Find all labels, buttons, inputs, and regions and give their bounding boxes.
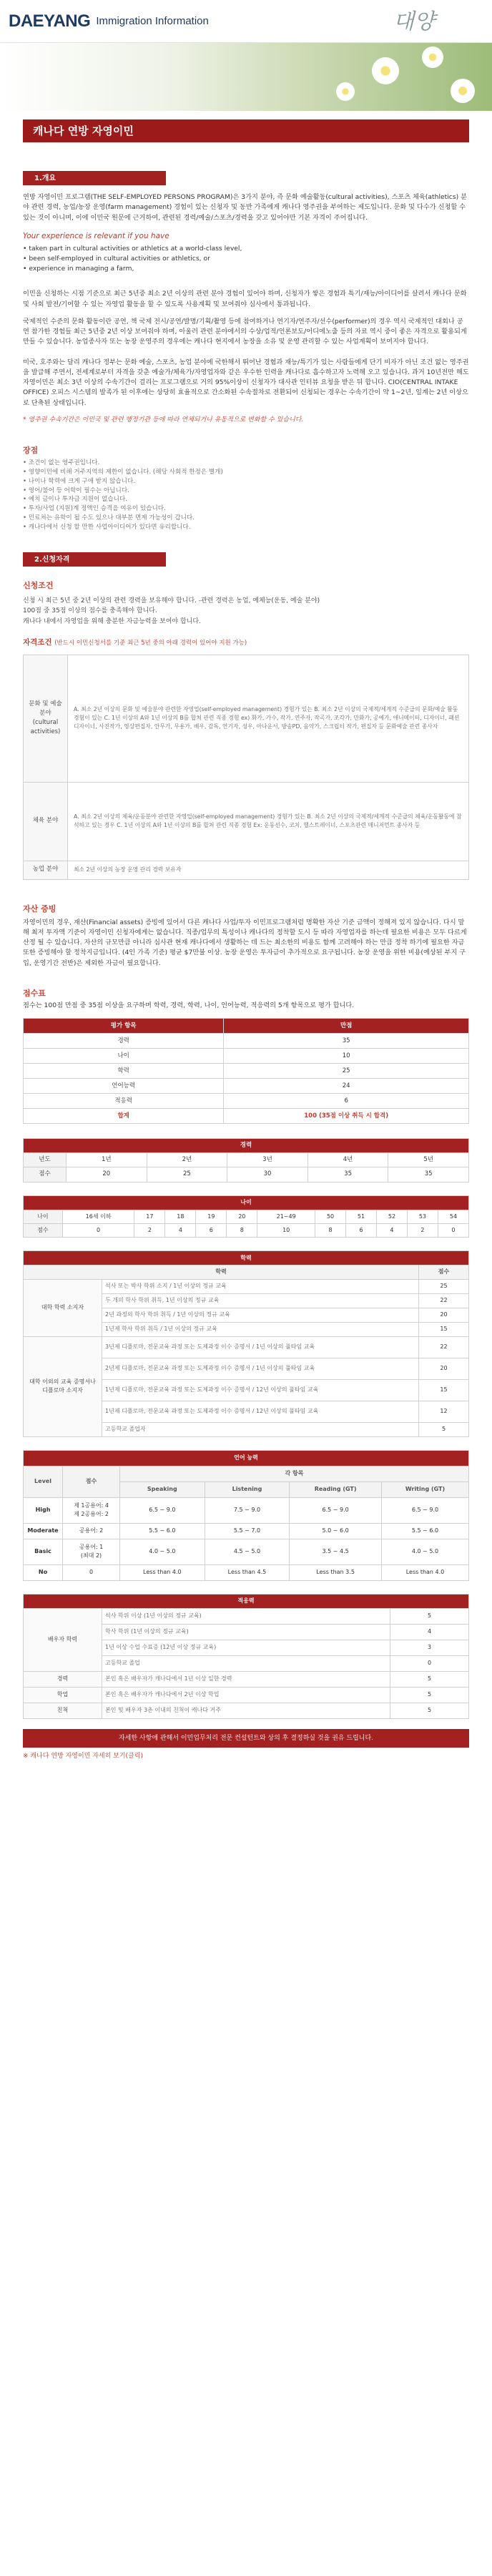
- table-cell: 1년제 학사 학위 취득 / 1년 이상의 정규 교육: [102, 1322, 419, 1336]
- table-cell: 5.5 ~ 6.0: [120, 1523, 205, 1539]
- table-cell: 고등학교 졸업: [102, 1655, 390, 1671]
- occupation-label: 문화 및 예술 분야 (cultural activities): [24, 655, 68, 782]
- table-cell: 6.5 ~ 9.0: [290, 1497, 382, 1523]
- table-row: [24, 1687, 469, 1703]
- list-item: • 나이나 학력에 크게 구애 받지 않습니다.: [23, 477, 136, 485]
- table-cell: 15: [419, 1379, 469, 1401]
- table-cell: 1년제 디플로마, 전문교육 과정 또는 도제과정 이수 증명서 / 12년 이상의 풀타임 교육: [102, 1401, 419, 1422]
- table-cell: 3년제 디플로마, 전문교육 과정 또는 도제과정 이수 증명서 / 1년 이상의 풀타임 교육: [102, 1336, 419, 1358]
- table-cell: 7.5 ~ 9.0: [205, 1497, 290, 1523]
- qualification-title-text: 자격조건: [23, 638, 52, 647]
- table-cell: 12: [419, 1401, 469, 1422]
- table-cell: 4: [376, 1224, 407, 1238]
- table-row: [24, 1064, 469, 1079]
- column-header: Speaking: [120, 1482, 205, 1497]
- table-cell: 본인 및 배우자 3촌 이내의 친척이 캐나다 거주: [102, 1703, 390, 1718]
- table-cell: 학사 학위 (1년 이상의 정규 교육): [102, 1624, 390, 1640]
- column-header: 평가 항목: [24, 1019, 224, 1034]
- header-deco-text: 대양: [393, 9, 435, 34]
- page-title: 캐나다 연방 자영이민: [23, 119, 469, 142]
- list-item: • taken part in cultural activities or athletics at a world-class level,: [23, 245, 242, 253]
- table-row: [24, 655, 469, 782]
- table-cell: 35: [308, 1167, 388, 1182]
- table-cell: 25: [224, 1064, 469, 1079]
- table-row: [24, 1094, 469, 1109]
- table-cell: 두 개의 학사 학위 취득, 1년 이상의 정규 교육: [102, 1293, 419, 1308]
- table-cell: 6.5 ~ 9.0: [120, 1497, 205, 1523]
- processing-note: * 영주권 수속기간은 이민국 및 관련 행정기관 등에 따라 연체되거나 유동적으로 변화할 수 있습니다.: [23, 416, 304, 423]
- eligibility-list: [23, 244, 469, 273]
- table-cell: 5.5 ~ 7.0: [205, 1523, 290, 1539]
- column-header: 점수: [419, 1265, 469, 1279]
- table-cell: 0: [438, 1224, 468, 1238]
- table-cell: Less than 4.5: [205, 1564, 290, 1580]
- table-cell: 16세 이하: [62, 1210, 134, 1223]
- group-label: 배우자 학력: [24, 1608, 102, 1671]
- table-cell: 3: [390, 1640, 469, 1655]
- table-cell: 20: [227, 1210, 257, 1223]
- table-row: [24, 1167, 469, 1182]
- group-label: 경력: [24, 1671, 102, 1687]
- occupation-label: 체육 분야: [24, 782, 68, 861]
- table-cell: 54: [438, 1210, 468, 1223]
- table-row: [24, 1034, 469, 1049]
- table-cell: 2년 과정의 학사 학위 취득 / 1년 이상의 정규 교육: [102, 1308, 419, 1322]
- column-header: Reading (GT): [290, 1482, 382, 1497]
- table-cell: 공용어: 2: [63, 1523, 120, 1539]
- table-cell: 22: [419, 1336, 469, 1358]
- table-cell: 5: [390, 1608, 469, 1624]
- occupation-table: [23, 655, 469, 880]
- occupation-label: 농업 분야: [24, 861, 68, 879]
- table-cell: 본인 혹은 배우자가 캐나다에서 1년 이상 일한 경력: [102, 1671, 390, 1687]
- list-item: • been self-employed in cultural activities or athletics, or: [23, 254, 210, 263]
- table-row: [24, 1523, 469, 1539]
- qualification-title: [23, 637, 469, 648]
- overview-paragraph: 국제적인 수준의 문화 활동이란 공연, 책 국제 전시/공연/발명/기획/촬영 등에 참여하거나 연기자/연주자/선수(performer)의 경우 역시 국제적인 대회나 공연 참가한 경험들 최근 5년중 2년 이상 보여줘야 하며, 아울러 관련 분야에서의 수상/업적/언론보도/어디에노출 등의 자료 역시 중이 좋은 자격으로 활용되게 만들 수 있습니다. 농업종사자 또는 농장 운영주의 경우에는 캐나다 현지에서 농장을 소유 및 운영 관리할 수 있는 사업계획이 보여지야 합니다.: [23, 317, 467, 346]
- column-header: 만점: [224, 1019, 469, 1034]
- table-cell: 공용어: 1 (최대 2): [63, 1539, 120, 1564]
- requirements-list: [23, 596, 469, 627]
- qualification-note: (반드시 이민신청서를 기준 최근 5년 중의 아래 경력이 있어야 지원 가능): [54, 640, 247, 647]
- table-total-row: [24, 1109, 469, 1124]
- hero-banner: [0, 43, 492, 111]
- list-item: 신청 시 최근 5년 중 2년 이상의 관련 경력을 보유해야 합니다. -관련 경력은 농업, 예체능(운동, 예술 분야): [23, 597, 320, 605]
- row-label: 년도: [24, 1153, 67, 1167]
- table-row: [24, 1279, 469, 1293]
- table-cell: 50: [315, 1210, 346, 1223]
- table-cell: 3년: [227, 1153, 308, 1167]
- table-header-row: [24, 1265, 469, 1279]
- table-cell: 19: [196, 1210, 227, 1223]
- logo[interactable]: DAEYANG: [9, 11, 91, 31]
- advantages-list: [23, 459, 469, 532]
- section-title-overview: 1.개요: [23, 171, 166, 185]
- table-cell: 나이: [24, 1049, 224, 1064]
- logo-subtitle: Immigration Information: [96, 14, 209, 27]
- table-cell: Moderate: [24, 1523, 63, 1539]
- table-cell: 4.0 ~ 5.0: [381, 1539, 468, 1564]
- table-cell: Less than 4.0: [381, 1564, 468, 1580]
- table-cell: 25: [147, 1167, 227, 1182]
- table-cell: 20: [419, 1308, 469, 1322]
- column-header: 각 항목: [120, 1466, 469, 1482]
- flower-icon: [422, 46, 443, 68]
- main-content: [0, 119, 492, 1762]
- table-title: 나이: [24, 1195, 469, 1210]
- flower-icon: [372, 57, 399, 84]
- section-title-requirements: 2.신청자격: [23, 552, 166, 567]
- table-cell: 0: [63, 1564, 120, 1580]
- score-table: [23, 1018, 469, 1124]
- table-header-row: [24, 1466, 469, 1482]
- group-label: 대학 학력 소지자: [24, 1279, 102, 1336]
- table-cell: 25: [419, 1279, 469, 1293]
- table-cell: 2: [134, 1224, 165, 1238]
- table-cell: 5: [390, 1703, 469, 1718]
- requirements-subtitle: 신청조건: [23, 581, 54, 591]
- table-cell: No: [24, 1564, 63, 1580]
- table-row: [24, 1224, 469, 1238]
- table-row: [24, 1336, 469, 1358]
- table-cell: 0: [390, 1655, 469, 1671]
- table-row: [24, 1608, 469, 1624]
- table-cell: 30: [227, 1167, 308, 1182]
- table-row: [24, 1671, 469, 1687]
- table-cell: 경력: [24, 1034, 224, 1049]
- table-cell: 4: [165, 1224, 196, 1238]
- table-cell: 4: [390, 1624, 469, 1640]
- table-header-row: [24, 1019, 469, 1034]
- score-intro: 점수는 100점 만점 중 35점 이상을 요구하며 학력, 경력, 학력, 나이, 언어능력, 적응력의 5개 항목으로 평가 합니다.: [23, 1001, 355, 1009]
- list-item: • experience in managing a farm,: [23, 264, 134, 273]
- table-cell: 35: [224, 1034, 469, 1049]
- table-cell: 5년: [388, 1153, 469, 1167]
- table-cell: 8: [227, 1224, 257, 1238]
- table-cell: 합계: [24, 1109, 224, 1124]
- table-cell: High: [24, 1497, 63, 1523]
- score-title: 점수표: [23, 988, 46, 998]
- list-item: • 영향이민에 비해 거주지역의 제한이 없습니다. (해당 사회적 한정은 별개): [23, 468, 223, 476]
- table-cell: 5: [390, 1671, 469, 1687]
- column-header: Level: [24, 1466, 63, 1497]
- age-table: [23, 1195, 469, 1238]
- table-cell: 35: [388, 1167, 469, 1182]
- table-cell: Basic: [24, 1539, 63, 1564]
- table-cell: 6: [224, 1094, 469, 1109]
- education-table: [23, 1250, 469, 1436]
- table-cell: 적응력: [24, 1094, 224, 1109]
- column-header: 점수: [63, 1466, 120, 1497]
- occupation-text: 최소 2년 이상의 농장 운영 관리 경력 보유자: [68, 861, 469, 879]
- table-cell: 0: [62, 1224, 134, 1238]
- table-row: [24, 1049, 469, 1064]
- column-header: 학력: [24, 1265, 419, 1279]
- table-cell: 석사 학위 이상 (1년 이상의 정규 교육): [102, 1608, 390, 1624]
- eligibility-heading: Your experience is relevant if you have: [23, 231, 169, 240]
- group-label: 대학 이외의 교육 증명서나 디플로마 소지자: [24, 1336, 102, 1436]
- table-cell: 제 1공용어: 4 제 2공용어: 2: [63, 1497, 120, 1523]
- column-header: Listening: [205, 1482, 290, 1497]
- table-cell: 10: [257, 1224, 315, 1238]
- group-label: 학업: [24, 1687, 102, 1703]
- table-cell: 22: [419, 1293, 469, 1308]
- table-cell: 4.5 ~ 5.0: [205, 1539, 290, 1564]
- table-cell: 5.5 ~ 6.0: [381, 1523, 468, 1539]
- table-row: [24, 1539, 469, 1564]
- table-cell: 1년: [67, 1153, 147, 1167]
- table-cell: 8: [315, 1224, 346, 1238]
- table-cell: 고등학교 졸업자: [102, 1422, 419, 1436]
- overview-paragraph: 연방 자영이민 프로그램(THE SELF-EMPLOYED PERSONS PROGRAM)은 3가지 분야, 즉 문화 예술활동(cultural activities), 스포츠 체육(athletics) 분야 관련 경력, 농업/농장 운영(farm management) 경험이 있는 신청자 및 동반 가족에게 캐나다 영주권을 부여하는 제도입니다. 문화 및 다수가 신청할 수 있는 것이 아니며, 이에 이민국 원문에 근거하여, 관련된 경력/예술/스포츠/경력을 갖고 있어야만 기본 자격이 주어집니다.: [23, 193, 468, 222]
- table-row: [24, 1703, 469, 1718]
- table-row: [24, 1210, 469, 1223]
- table-title: 경력: [24, 1139, 469, 1153]
- occupation-text: A. 최소 2년 이상의 문화 및 예술분야 관련한 자영업(self-employed management) 경험가 있는 B. 최소 2년 이상의 국제적/세계적 수준급의 문화/예술 활동 경험이 있는 C. 1년 이상의 A와 1년 이상의 B를 합쳐 관련 직종 경험 ex) 화가, 가수, 작가, 연주자, 작곡가, 조각가, 만화가, 공예가, 애니메이터, 디자이너, 패션디자이너, 사진작가, 영상편집자, 안무가, 무용가, 배우, 감독, 연기자, 성우, 아나운서, 방송PD, 음악가, 스크립터 작가, 편집자 등 문화예술 관련 종사자: [68, 655, 469, 782]
- table-cell: 언어능력: [24, 1079, 224, 1094]
- table-cell: 6: [346, 1224, 377, 1238]
- list-item: • 민료처는 유학이 될 수도 있으나 대부분 면제 가능성이 갑니다.: [23, 514, 195, 522]
- table-cell: 15: [419, 1322, 469, 1336]
- table-cell: 2: [407, 1224, 438, 1238]
- table-cell: 20: [67, 1167, 147, 1182]
- table-cell: Less than 3.5: [290, 1564, 382, 1580]
- table-cell: 본인 혹은 배우자가 캐나다에서 2년 이상 학업: [102, 1687, 390, 1703]
- overview-paragraph: 미국, 호주와는 달리 캐나다 정부는 문화 예술, 스포츠, 농업 분야에 국한해서 뛰어난 경험과 재능/특기가 있는 사람들에게 단기 비자가 아닌 조건 없는 영주권을 발급해 주면서, 전세계로부터 자격을 갖춘 예술가/체육가/자영업자와 같은 우수한 인력을 캐나다로 흡수하고자 노력해 오고 있습니다. 과거 10년전만 해도 자영이민은 최소 3년 이상의 수속기간이 걸리는 프로그램으로 거의 95%이상이 신청자가 대사관 인터뷰 요청을 받은 뒤 합니다. CIO(CENTRAL INTAKE OFFICE) 오피스 시스템의 발족가 된 이후에는 상당히 효율적으로 간소화된 수속절차로 전환되어 신청되는 경우는 수속기간이 약 1~2년, 일계는 2년 이상으로 단축된 상태입니다.: [23, 358, 469, 407]
- table-cell: 100 (35점 이상 취득 시 합격): [224, 1109, 469, 1124]
- table-cell: 4년: [308, 1153, 388, 1167]
- table-cell: 5: [390, 1687, 469, 1703]
- table-cell: 21~49: [257, 1210, 315, 1223]
- table-row: [24, 782, 469, 861]
- flower-icon: [451, 79, 475, 103]
- table-cell: 1년제 디플로마, 전문교육 과정 또는 도제과정 이수 증명서 / 12년 이상의 풀타임 교육: [102, 1379, 419, 1401]
- advantages-title: 장점: [23, 445, 39, 455]
- list-item: • 캐나다에서 신청 할 만한 사업아이디어가 있다면 유리합니다.: [23, 524, 191, 532]
- list-item: • 영어/불어 등 어학이 필수는 아닙니다.: [23, 486, 129, 494]
- flower-icon: [336, 82, 355, 101]
- language-table: [23, 1450, 469, 1581]
- group-label: 친척: [24, 1703, 102, 1718]
- list-item: • 조건이 없는 영주권입니다.: [23, 459, 100, 466]
- table-cell: Less than 4.0: [120, 1564, 205, 1580]
- table-cell: 6: [196, 1224, 227, 1238]
- table-cell: 18: [165, 1210, 196, 1223]
- occupation-text: A. 최소 2년 이상의 체육/운동분야 관련한 자영업(self-employed management) 경험가 있는 B. 최소 2년 이상의 국제적/세계적 수준급의 체육/운동활동에 참석하고 있는 경우 C. 1년 이상의 A와 1년 이상의 B를 합쳐 관련 직종 경험 Ex: 운동선수, 코치, 헬스트레이너, 스포츠관련 매니저먼트 종사자 등: [68, 782, 469, 861]
- table-cell: 3.5 ~ 4.5: [290, 1539, 382, 1564]
- table-cell: 17: [134, 1210, 165, 1223]
- table-title: 언어 능력: [24, 1450, 469, 1466]
- table-row: [24, 861, 469, 879]
- site-header: [0, 0, 492, 43]
- table-row: [24, 1497, 469, 1523]
- table-title: 학력: [24, 1251, 469, 1265]
- funds-title: 자산 증빙: [23, 903, 56, 914]
- table-cell: 학력: [24, 1064, 224, 1079]
- list-item: 캐나다 내에서 자영업을 위해 충분한 자금능력을 보여야 합니다.: [23, 617, 201, 625]
- column-header: Writing (GT): [381, 1482, 468, 1497]
- list-item: 100점 중 35점 이상의 점수를 충족해야 합니다.: [23, 607, 157, 615]
- table-cell: 51: [346, 1210, 377, 1223]
- experience-table: [23, 1138, 469, 1182]
- row-label: 점수: [24, 1224, 63, 1238]
- row-label: 나이: [24, 1210, 63, 1223]
- consult-banner: 자세한 사항에 관해서 이민업무처리 전문 컨설턴트와 상의 후 결정하실 것을 권유 드립니다.: [23, 1729, 469, 1748]
- table-cell: 5: [419, 1422, 469, 1436]
- funds-paragraph: 자영이민의 경우, 재산(Financial assets) 증빙에 있어서 다른 캐나다 사업/투자 이민프로그램처럼 명확한 자산 기준 금액이 정해져 있지 않습니다. 다시 말해 최저 투자액 기준이 자영이민 신청자에게는 없습니다. 직종/업무의 특성이나 캐나다의 정착할 도시 등 따라 자영업자를 하는데 필요한 비용은 모두 다르게 산정 될 수 있습니다. 자산의 규모만큼 아니라 심사관 현재 캐나다에서 생활하는 데 드는 최소한의 비용도 함께 고려해야 하는 만큼 정착 하기에 필요한 자금 또한 증빙해야 할 정착지금입니다. (4인 가족 기준) 평균 $7만불 이상. 농장 운영은 투자금이 추가적으로 요구됩니다. 농장 운영을 위한 비용(예상된 부지 구입, 운영기간 전반)은 제외한 자금이 필요합니다.: [23, 918, 467, 967]
- table-cell: 53: [407, 1210, 438, 1223]
- adaptability-table: [23, 1594, 469, 1719]
- details-link[interactable]: ※ 캐나다 연방 자영이민 자세히 보기(클릭): [23, 1752, 143, 1760]
- table-cell: 2년: [147, 1153, 227, 1167]
- row-label: 점수: [24, 1167, 67, 1182]
- list-item: • 투자/사업 (지원)계 정액인 승격을 여유이 있습니다.: [23, 505, 166, 513]
- table-title: 적응력: [24, 1594, 469, 1608]
- table-cell: 석사 또는 박사 학위 소지 / 1년 이상의 정규 교육: [102, 1279, 419, 1293]
- table-cell: 10: [224, 1049, 469, 1064]
- list-item: • 예치 금이나 투자금 지원이 없습니다.: [23, 496, 127, 504]
- table-cell: 1년 이상 수업 수료증 (12년 이상 정규 교육): [102, 1640, 390, 1655]
- table-cell: 2년제 디플로마, 전문교육 과정 또는 도제과정 이수 증명서 / 1년 이상의 풀타임 교육: [102, 1358, 419, 1379]
- table-cell: 6.5 ~ 9.0: [381, 1497, 468, 1523]
- table-cell: 20: [419, 1358, 469, 1379]
- overview-paragraph: 이민을 신청하는 시점 기준으로 최근 5년중 최소 2년 이상의 관련 분야 경험이 있어야 하며, 신청자가 쌓은 경험과 특기/재능/아이디어를 살려서 캐나다 문화 및 사회 발전/기여할 수 있는 자영업 활동을 할 수 있도록 사용계획 및 보여줘야 심사에서 통과됩니다.: [23, 290, 467, 308]
- table-cell: 4.0 ~ 5.0: [120, 1539, 205, 1564]
- table-row: [24, 1079, 469, 1094]
- table-row: [24, 1564, 469, 1580]
- table-cell: 24: [224, 1079, 469, 1094]
- table-cell: 52: [376, 1210, 407, 1223]
- table-row: [24, 1153, 469, 1167]
- table-cell: 5.0 ~ 6.0: [290, 1523, 382, 1539]
